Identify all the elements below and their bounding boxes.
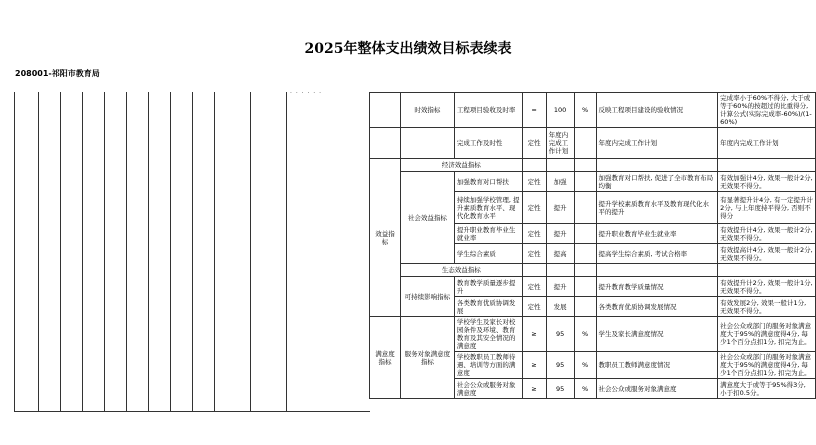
target-value: 100 — [546, 93, 574, 128]
table-row — [370, 277, 816, 297]
operator: ≥ — [522, 379, 546, 399]
grid-line — [60, 92, 61, 412]
operator: 定性 — [522, 277, 546, 297]
unit: % — [574, 352, 596, 379]
operator: 定性 — [522, 192, 546, 224]
grid-line — [170, 92, 171, 412]
scoring-rule: 完成率小于60%不得分, 大于或等于60%的按超过的比重得分, 计算公式(实际完成率-60%)/(1-60%) — [718, 93, 816, 128]
target-value: 提升 — [546, 192, 574, 224]
target-value: 95 — [546, 379, 574, 399]
target-value: 提升 — [546, 224, 574, 244]
scoring-rule: 有效发展2分, 效果一般计1分, 无效果不得分。 — [718, 297, 816, 317]
grid-line — [192, 92, 193, 412]
indicator-item: 学校学生及家长对校园条件及环境、教育教育及其安全情况的满意度 — [454, 317, 522, 352]
sub-indicator: 生态效益指标 — [400, 264, 522, 277]
sub-indicator: 社会效益指标 — [400, 172, 454, 264]
indicator-description: 反映工程项目建设的验收情况 — [596, 93, 718, 128]
clipped-text: · · · · · · — [290, 90, 322, 97]
indicator-item: 加强教育对口帮扶 — [454, 172, 522, 192]
operator: ≥ — [522, 352, 546, 379]
page-title: 2025年整体支出绩效目标表续表 — [304, 41, 512, 57]
operator: 定性 — [522, 224, 546, 244]
scoring-rule: 有显著提升计4分, 有一定提升计2分, 与上年度持平得分, 否则不得分 — [718, 192, 816, 224]
target-value: 发展 — [546, 297, 574, 317]
sub-indicator: 时效指标 — [400, 93, 454, 128]
target-value: 提高 — [546, 244, 574, 264]
grid-line — [14, 92, 15, 412]
indicator-description: 年度内完成工作计划 — [596, 128, 718, 159]
indicator-item: 教育教学质量逐步提升 — [454, 277, 522, 297]
table-row — [370, 264, 816, 277]
indicator-description: 提高学生综合素质, 考试合格率 — [596, 244, 718, 264]
scoring-rule: 有效提高计4分, 效果一般计2分, 无效果不得分。 — [718, 244, 816, 264]
indicator-description: 加强教育对口帮扶, 促进了全市教育布局均衡 — [596, 172, 718, 192]
unit: % — [574, 317, 596, 352]
scoring-rule: 有效提升计2分, 效果一般计1分, 无效果不得分。 — [718, 277, 816, 297]
indicator-description: 各类教育优质协调发展情况 — [596, 297, 718, 317]
indicator-description: 学生及家长满意度情况 — [596, 317, 718, 352]
scoring-rule: 社会公众或部门的服务对象满意度大于95%的满意度得4分, 每少1个百分点扣1分, 扣完为止。 — [718, 352, 816, 379]
indicator-item: 持续加强学校管理, 提升素质教育水平、现代化教育水平 — [454, 192, 522, 224]
target-value: 年度内完成工作计划 — [546, 128, 574, 159]
sub-indicator: 可持续影响指标 — [400, 277, 454, 317]
operator: 定性 — [522, 172, 546, 192]
operator: ≥ — [522, 317, 546, 352]
target-value: 提升 — [546, 277, 574, 297]
grid-line — [104, 92, 105, 412]
group-label: 满意度指标 — [370, 317, 401, 399]
grid-line — [82, 92, 83, 412]
target-value: 加强 — [546, 172, 574, 192]
indicator-description: 提升学校素质教育水平及教育现代化水平的提升 — [596, 192, 718, 224]
indicator-description: 社会公众或服务对象满意度 — [596, 379, 718, 399]
indicator-item: 完成工作及时性 — [454, 128, 522, 159]
operator: = — [522, 93, 546, 128]
indicator-description: 提升教育教学质量情况 — [596, 277, 718, 297]
indicator-table — [369, 92, 816, 399]
org-label: 208001-祁阳市教育局 — [15, 69, 100, 78]
operator: 定性 — [522, 297, 546, 317]
scoring-rule: 年度内完成工作计划 — [718, 128, 816, 159]
operator: 定性 — [522, 244, 546, 264]
grid-line — [214, 92, 215, 412]
sub-indicator: 经济效益指标 — [400, 159, 522, 172]
table-row — [370, 159, 816, 172]
indicator-item: 提升职业教育毕业生就业率 — [454, 224, 522, 244]
indicator-description: 教职员工教师满意度情况 — [596, 352, 718, 379]
target-value: 95 — [546, 317, 574, 352]
sub-indicator: 服务对象满意度指标 — [400, 317, 454, 399]
indicator-item: 各类教育优质协调发展 — [454, 297, 522, 317]
grid-line — [148, 92, 149, 412]
indicator-item: 学校教职员工教师待遇、培训等方面的满意度 — [454, 352, 522, 379]
scoring-rule: 满意度大于或等于95%得3分, 小于扣0.5分。 — [718, 379, 816, 399]
scoring-rule: 有效加强计4分, 效果一般计2分, 无效果不得分。 — [718, 172, 816, 192]
grid-line — [14, 411, 370, 412]
unit: % — [574, 379, 596, 399]
operator: 定性 — [522, 128, 546, 159]
scoring-rule: 社会公众或部门的服务对象满意度大于95%的满意度得4分, 每少1个百分点扣1分, 扣完为止。 — [718, 317, 816, 352]
indicator-description: 提升职业教育毕业生就业率 — [596, 224, 718, 244]
indicator-item: 社会公众或服务对象满意度 — [454, 379, 522, 399]
grid-line — [126, 92, 127, 412]
table-row — [370, 172, 816, 192]
grid-line — [286, 92, 287, 412]
grid-line — [250, 92, 251, 412]
indicator-item: 工程项目验收及时率 — [454, 93, 522, 128]
scoring-rule: 有效提升计4分, 效果一般计2分, 无效果不得分。 — [718, 224, 816, 244]
table-row — [370, 93, 816, 128]
table-row — [370, 128, 816, 159]
table-row — [370, 317, 816, 352]
indicator-item: 学生综合素质 — [454, 244, 522, 264]
unit: % — [574, 93, 596, 128]
group-label: 效益指标 — [370, 159, 401, 317]
target-value: 95 — [546, 352, 574, 379]
grid-line — [38, 92, 39, 412]
